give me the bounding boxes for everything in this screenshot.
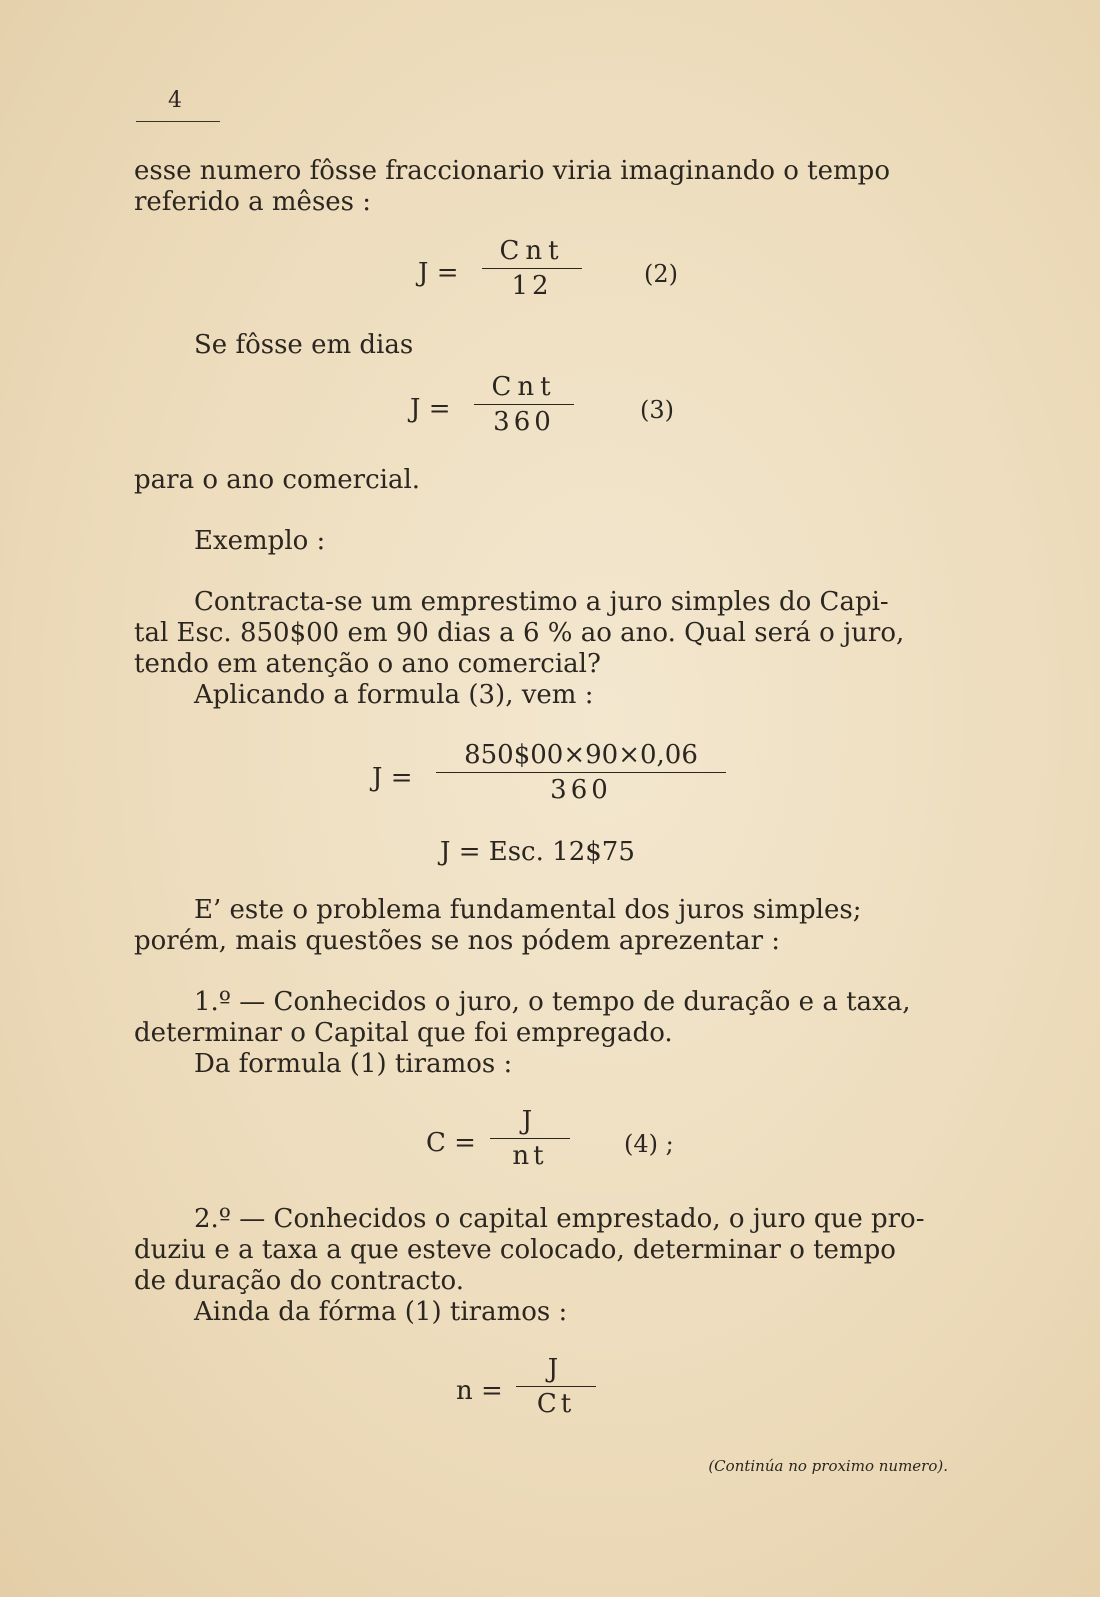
formula-2-fraction bbox=[482, 236, 582, 301]
fraction-bar bbox=[490, 1138, 570, 1139]
formula-example-fraction bbox=[436, 740, 726, 805]
text-line: Se fôsse em dias bbox=[194, 330, 414, 360]
formula-example-denominator: 360 bbox=[550, 775, 612, 805]
formula-example-numerator: 850$00×90×0,06 bbox=[464, 740, 698, 770]
formula-3-denominator: 360 bbox=[493, 407, 555, 437]
formula-5-denominator: Ct bbox=[536, 1389, 576, 1419]
text-line: tal Esc. 850$00 em 90 dias a 6 % ao ano. Qual será o juro, bbox=[134, 618, 905, 648]
text-line: de duração do contracto. bbox=[134, 1266, 464, 1296]
formula-4-denominator: nt bbox=[512, 1141, 548, 1171]
fraction-bar bbox=[436, 772, 726, 773]
text-line: esse numero fôsse fraccionario viria imaginando o tempo bbox=[134, 156, 890, 186]
formula-result: J = Esc. 12$75 bbox=[440, 837, 635, 867]
text-line: Ainda da fórma (1) tiramos : bbox=[194, 1297, 568, 1327]
text-line: porém, mais questões se nos pódem aprezentar : bbox=[134, 926, 781, 956]
formula-2-tag: (2) bbox=[644, 260, 678, 288]
formula-3-fraction bbox=[474, 372, 574, 437]
text-line: determinar o Capital que foi empregado. bbox=[134, 1018, 673, 1048]
text-line: duziu e a taxa a que esteve colocado, determinar o tempo bbox=[134, 1235, 896, 1265]
text-line: Da formula (1) tiramos : bbox=[194, 1049, 513, 1079]
page-number: 4 bbox=[168, 88, 182, 113]
formula-5-numerator: J bbox=[547, 1354, 565, 1384]
text-line: 2.º — Conhecidos o capital emprestado, o juro que pro- bbox=[194, 1204, 925, 1234]
formula-3-lhs: J = bbox=[410, 394, 451, 424]
text-line: E’ este o problema fundamental dos juros simples; bbox=[194, 895, 862, 925]
text-line: tendo em atenção o ano comercial? bbox=[134, 649, 601, 679]
formula-4-lhs: C = bbox=[426, 1128, 476, 1158]
formula-4-numerator: J bbox=[521, 1106, 539, 1136]
formula-2-denominator: 12 bbox=[511, 271, 553, 301]
continuation-note: (Continúa no proximo numero). bbox=[708, 1457, 948, 1475]
fraction-bar bbox=[474, 404, 574, 405]
example-heading: Exemplo : bbox=[194, 526, 326, 556]
formula-4-tag: (4) ; bbox=[624, 1130, 674, 1158]
formula-5-fraction bbox=[516, 1354, 596, 1419]
fraction-bar bbox=[516, 1386, 596, 1387]
formula-3-tag: (3) bbox=[640, 396, 674, 424]
text-line: Contracta-se um emprestimo a juro simples do Capi- bbox=[194, 587, 889, 617]
formula-4-fraction bbox=[490, 1106, 570, 1171]
formula-2-lhs: J = bbox=[418, 258, 459, 288]
formula-3-numerator: Cnt bbox=[491, 372, 557, 402]
fraction-bar bbox=[482, 268, 582, 269]
formula-2-numerator: Cnt bbox=[499, 236, 565, 266]
text-line: 1.º — Conhecidos o juro, o tempo de duração e a taxa, bbox=[194, 987, 911, 1017]
formula-example-lhs: J = bbox=[372, 763, 413, 793]
text-line: referido a mêses : bbox=[134, 187, 372, 217]
formula-5-lhs: n = bbox=[456, 1376, 503, 1406]
text-line: para o ano comercial. bbox=[134, 465, 421, 495]
header-rule bbox=[136, 121, 220, 122]
text-line: Aplicando a formula (3), vem : bbox=[194, 680, 594, 710]
